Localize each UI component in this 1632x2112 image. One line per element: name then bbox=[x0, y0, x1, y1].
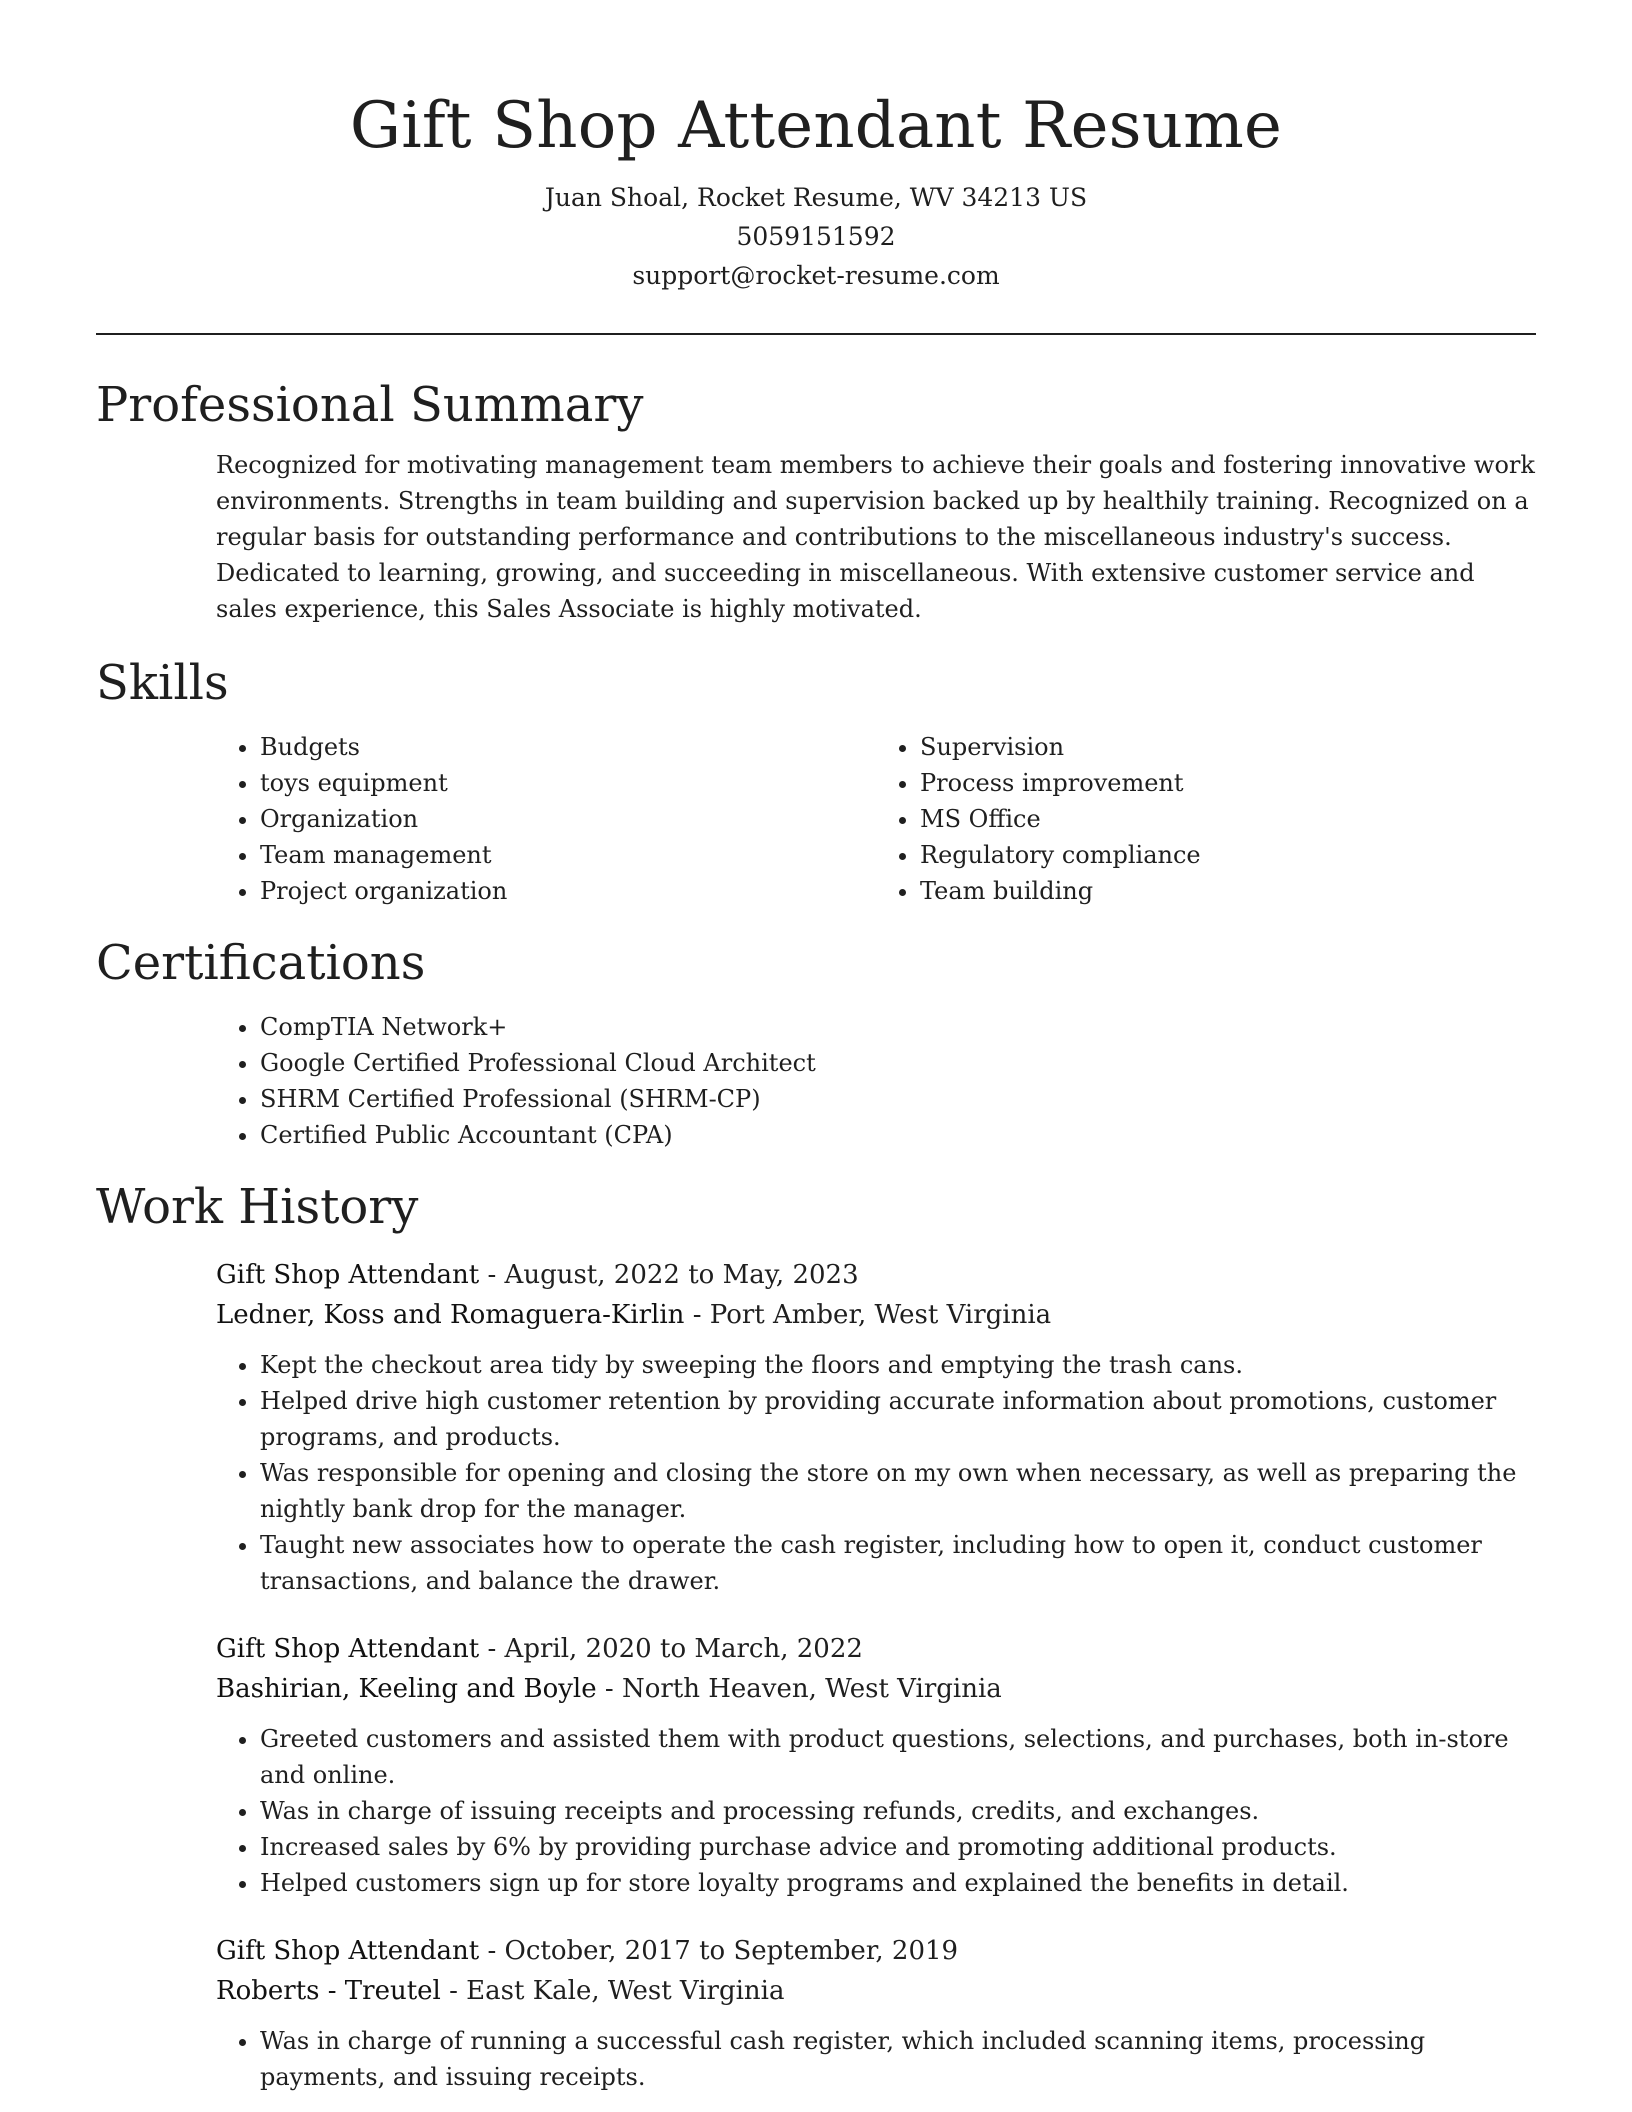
job-duties-list bbox=[216, 1721, 1536, 1901]
job-title-line bbox=[216, 1931, 1536, 1971]
skill-item: • Process improvement bbox=[920, 765, 1536, 801]
certification-item: • Google Certified Professional Cloud Architect bbox=[260, 1045, 1536, 1081]
job-title: Gift Shop Attendant bbox=[216, 1936, 480, 1966]
section-heading-work-history: Work History bbox=[96, 1179, 419, 1235]
skill-item: • Organization bbox=[260, 801, 876, 837]
job-duty: • Was in charge of issuing receipts and processing refunds, credits, and exchanges. bbox=[260, 1793, 1536, 1829]
skill-item: • Team building bbox=[920, 873, 1536, 909]
section-certifications bbox=[96, 933, 1536, 1153]
contact-address: Juan Shoal, Rocket Resume, WV 34213 US bbox=[544, 183, 1088, 212]
job-location: - North Heaven, West Virginia bbox=[596, 1674, 1002, 1704]
job-duty: • Was responsible for opening and closing the store on my own when necessary, as well as preparing the nightly bank drop for the manager. bbox=[260, 1455, 1536, 1527]
job-company-line bbox=[216, 1669, 1536, 1709]
skill-item: • Team management bbox=[260, 837, 876, 873]
job-dates: - October, 2017 to September, 2019 bbox=[479, 1936, 959, 1966]
section-work-history bbox=[96, 1177, 1536, 2095]
certifications-list bbox=[216, 1009, 1536, 1153]
section-heading-certifications: Certifications bbox=[96, 935, 426, 991]
skills-column-right bbox=[876, 729, 1536, 909]
resume-page bbox=[96, 0, 1536, 2095]
job-location: - East Kale, West Virginia bbox=[440, 1976, 785, 2006]
job-company: Bashirian, Keeling and Boyle bbox=[216, 1674, 597, 1704]
section-heading-skills: Skills bbox=[96, 655, 229, 711]
job-duties-list bbox=[216, 1347, 1536, 1599]
job-company: Roberts - Treutel bbox=[216, 1976, 441, 2006]
job-dates: - August, 2022 to May, 2023 bbox=[479, 1260, 859, 1290]
section-heading-summary: Professional Summary bbox=[96, 377, 644, 433]
resume-header bbox=[96, 0, 1536, 295]
skill-item: • toys equipment bbox=[260, 765, 876, 801]
job-dates: - April, 2020 to March, 2022 bbox=[479, 1634, 863, 1664]
resume-title: Gift Shop Attendant Resume bbox=[349, 89, 1283, 163]
job-title-line bbox=[216, 1629, 1536, 1669]
skill-item: • Regulatory compliance bbox=[920, 837, 1536, 873]
section-skills bbox=[96, 653, 1536, 909]
certification-item: • CompTIA Network+ bbox=[260, 1009, 1536, 1045]
skill-item: • Supervision bbox=[920, 729, 1536, 765]
job-title: Gift Shop Attendant bbox=[216, 1260, 480, 1290]
job-duty: • Taught new associates how to operate the cash register, including how to open it, conduct customer transactions, and balance the drawer. bbox=[260, 1527, 1536, 1599]
job-duty: • Helped customers sign up for store loyalty programs and explained the benefits in detail. bbox=[260, 1865, 1536, 1901]
skills-column-left bbox=[216, 729, 876, 909]
job-duty: • Increased sales by 6% by providing purchase advice and promoting additional products. bbox=[260, 1829, 1536, 1865]
job-entry bbox=[216, 1629, 1536, 1901]
job-duty: • Helped drive high customer retention by providing accurate information about promotions, customer programs, and products. bbox=[260, 1383, 1536, 1455]
skills-grid bbox=[216, 729, 1536, 909]
job-location: - Port Amber, West Virginia bbox=[684, 1300, 1052, 1330]
header-divider bbox=[96, 333, 1536, 335]
contact-block bbox=[96, 178, 1536, 295]
job-duty: • Kept the checkout area tidy by sweeping the floors and emptying the trash cans. bbox=[260, 1347, 1536, 1383]
job-entry bbox=[216, 1255, 1536, 1599]
skill-item: • Budgets bbox=[260, 729, 876, 765]
certification-item: • SHRM Certified Professional (SHRM-CP) bbox=[260, 1081, 1536, 1117]
summary-text: Recognized for motivating management team members to achieve their goals and fostering innovative work environments. Strengths in team building and supervision backed up by healthily training. Recognized on a regular basis for outstanding performance and contributions to the miscellaneous industry's success. Dedicated to learning, growing, and succeeding in miscellaneous. With extensive customer service and sales experience, this Sales Associate is highly motivated. bbox=[216, 451, 1535, 623]
job-title-line bbox=[216, 1255, 1536, 1295]
skill-item: • MS Office bbox=[920, 801, 1536, 837]
contact-email: support@rocket-resume.com bbox=[632, 261, 1000, 290]
job-duties-list bbox=[216, 2023, 1536, 2095]
job-company-line bbox=[216, 1971, 1536, 2011]
section-professional-summary bbox=[96, 375, 1536, 627]
job-company: Ledner, Koss and Romaguera-Kirlin bbox=[216, 1300, 685, 1330]
job-title: Gift Shop Attendant bbox=[216, 1634, 480, 1664]
job-duty: • Greeted customers and assisted them with product questions, selections, and purchases, both in-store and online. bbox=[260, 1721, 1536, 1793]
contact-phone: 5059151592 bbox=[736, 222, 896, 251]
job-entry bbox=[216, 1931, 1536, 2095]
certification-item: • Certified Public Accountant (CPA) bbox=[260, 1117, 1536, 1153]
job-duty: • Was in charge of running a successful cash register, which included scanning items, processing payments, and issuing receipts. bbox=[260, 2023, 1536, 2095]
job-company-line bbox=[216, 1295, 1536, 1335]
skill-item: • Project organization bbox=[260, 873, 876, 909]
